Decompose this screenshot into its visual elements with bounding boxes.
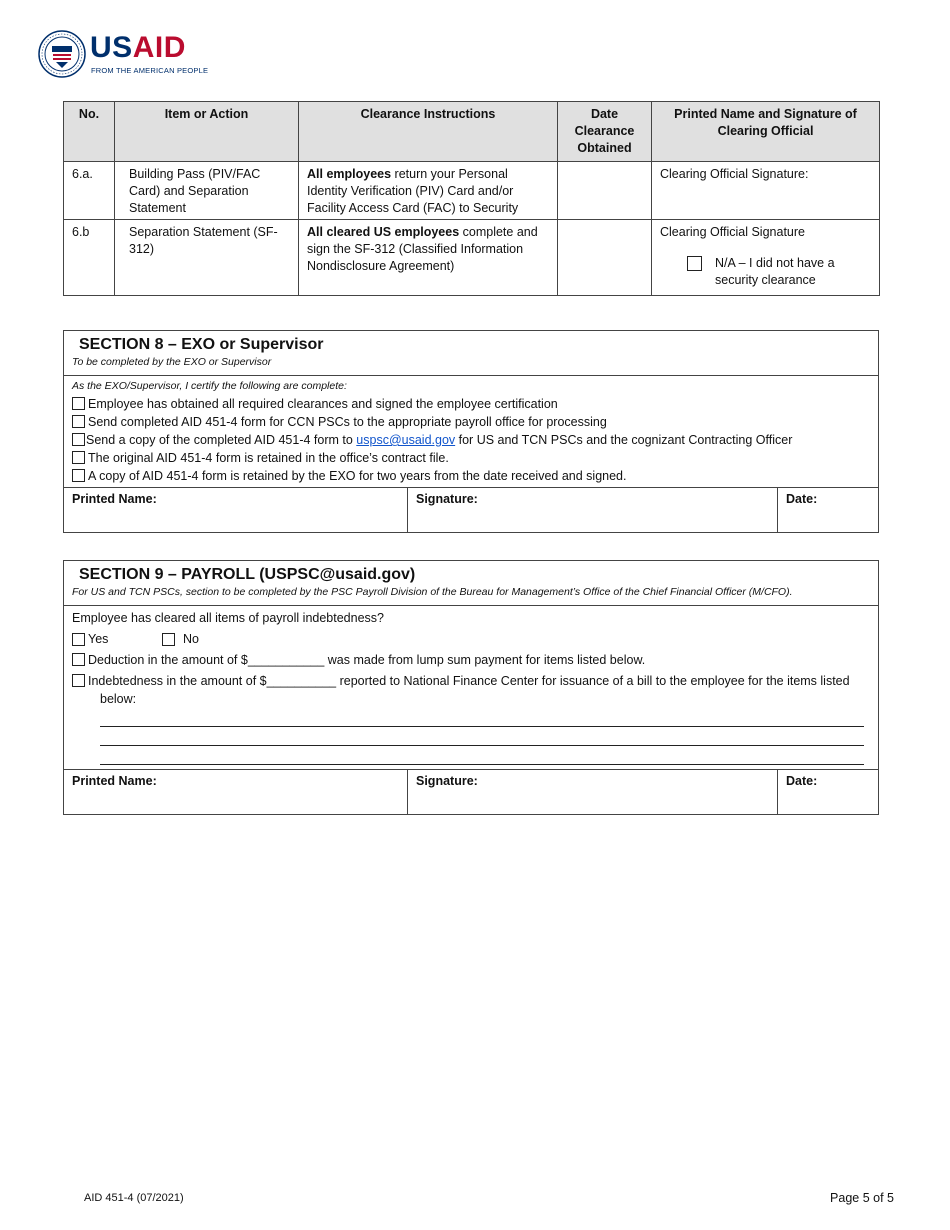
no-label: No	[183, 632, 199, 646]
signature-field[interactable]: Signature:	[407, 488, 777, 532]
deduction-checkbox[interactable]	[72, 653, 85, 666]
yes-no-options	[72, 630, 870, 648]
clearing-signature-label: Clearing Official Signature	[660, 225, 805, 239]
certify-intro: As the EXO/Supervisor, I certify the following are complete:	[72, 380, 347, 392]
section-8-subtitle: To be completed by the EXO or Supervisor	[72, 356, 272, 368]
page-number: Page 5 of 5	[830, 1191, 894, 1205]
section-8-signature-row	[64, 487, 878, 532]
row-instructions: All cleared US employees complete and sign the SF-312 (Classified Information Nondisclosure Agreement)	[299, 220, 558, 296]
indebtedness-checkbox[interactable]	[72, 674, 85, 687]
no-checkbox[interactable]	[162, 633, 175, 646]
clearance-table	[63, 101, 880, 296]
cert-item: Send a copy of the completed AID 451-4 form to uspsc@usaid.gov for US and TCN PSCs and the cognizant Contracting Officer	[72, 431, 870, 449]
row-instructions: All employees return your Personal Identity Verification (PIV) Card and/or Facility Access Card (FAC) to Security	[299, 162, 558, 220]
cert-item: A copy of AID 451-4 form is retained by the EXO for two years from the date received and signed.	[72, 467, 870, 485]
cert-checkbox[interactable]	[72, 469, 85, 482]
section-9	[63, 560, 879, 815]
printed-name-field[interactable]: Printed Name:	[72, 492, 157, 506]
col-header-instructions: Clearance Instructions	[299, 102, 558, 162]
row-item: Separation Statement (SF-312)	[115, 220, 299, 296]
col-header-date: Date Clearance Obtained	[558, 102, 652, 162]
na-clearance-checkbox[interactable]	[687, 256, 702, 271]
clearing-signature-cell[interactable]	[652, 220, 880, 296]
indebtedness-item: Indebtedness in the amount of $__________ reported to National Finance Center for issuance of a bill to the employee for the items listed below:	[72, 672, 870, 708]
cert-checkbox[interactable]	[72, 451, 85, 464]
col-header-signature: Printed Name and Signature of Clearing Official	[652, 102, 880, 162]
items-line[interactable]	[100, 708, 864, 727]
col-header-no: No.	[64, 102, 115, 162]
na-clearance-label: N/A – I did not have a security clearance	[715, 256, 835, 287]
section-9-body	[64, 606, 878, 769]
usaid-logo	[38, 30, 213, 80]
cert-item: The original AID 451-4 form is retained in the office’s contract file.	[72, 449, 870, 467]
items-line[interactable]	[100, 746, 864, 765]
indebtedness-question: Employee has cleared all items of payroll indebtedness?	[72, 611, 384, 625]
col-header-item: Item or Action	[115, 102, 299, 162]
table-header-row	[64, 102, 880, 162]
cert-checkbox[interactable]	[72, 397, 85, 410]
cert-item: Send completed AID 451-4 form for CCN PSCs to the appropriate payroll office for processing	[72, 413, 870, 431]
cert-item: Employee has obtained all required clearances and signed the employee certification	[72, 395, 870, 413]
section-9-subtitle: For US and TCN PSCs, section to be completed by the PSC Payroll Division of the Bureau for Management’s Office of the Chief Financial Officer (M/CFO).	[72, 586, 793, 598]
cert-checkbox[interactable]	[72, 415, 85, 428]
usaid-seal-icon	[38, 30, 86, 78]
section-9-header	[64, 561, 878, 606]
section-8	[63, 330, 879, 533]
row-no: 6.b	[64, 220, 115, 296]
items-line[interactable]	[100, 727, 864, 746]
logo-tagline: FROM THE AMERICAN PEOPLE	[91, 66, 209, 75]
date-cell[interactable]	[558, 162, 652, 220]
date-field[interactable]: Date:	[777, 488, 878, 532]
signature-field[interactable]: Signature:	[407, 770, 777, 814]
cert-checkbox[interactable]	[72, 433, 85, 446]
date-cell[interactable]	[558, 220, 652, 296]
clearing-signature-cell[interactable]: Clearing Official Signature:	[652, 162, 880, 220]
na-clearance-option	[660, 255, 871, 289]
date-field[interactable]: Date:	[777, 770, 878, 814]
logo-wordmark: USAID	[90, 31, 186, 64]
uspsc-email-link[interactable]: uspsc@usaid.gov	[356, 433, 456, 447]
deduction-item: Deduction in the amount of $___________ was made from lump sum payment for items listed below.	[72, 651, 870, 669]
printed-name-field[interactable]: Printed Name:	[72, 774, 157, 788]
section-9-title: SECTION 9 – PAYROLL (USPSC@usaid.gov)	[79, 566, 416, 583]
row-item: Building Pass (PIV/FAC Card) and Separation Statement	[115, 162, 299, 220]
section-8-title: SECTION 8 – EXO or Supervisor	[79, 336, 324, 353]
yes-checkbox[interactable]	[72, 633, 85, 646]
section-8-body	[64, 376, 878, 487]
yes-label: Yes	[88, 632, 109, 646]
table-row	[64, 220, 880, 296]
section-8-header	[64, 331, 878, 376]
table-row	[64, 162, 880, 220]
row-no: 6.a.	[64, 162, 115, 220]
form-id: AID 451-4 (07/2021)	[84, 1192, 184, 1204]
section-9-signature-row	[64, 769, 878, 814]
